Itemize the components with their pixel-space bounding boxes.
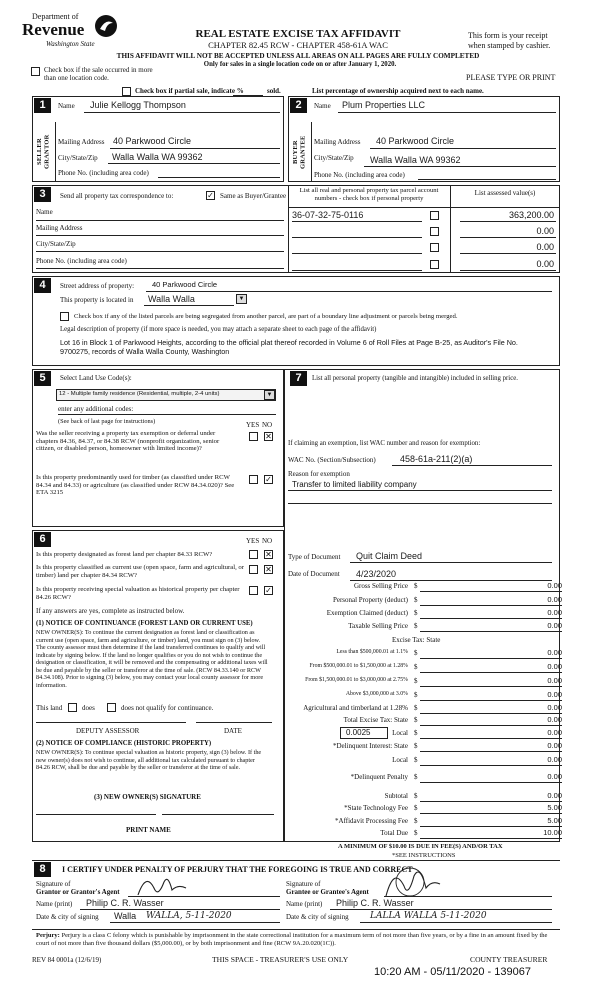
s6-yes-header: YES: [246, 537, 260, 545]
perjury-top-line: [32, 929, 560, 930]
new-owner-sig-line-1: [36, 814, 156, 815]
grantee-date-city-label: Date & city of signing: [286, 913, 349, 921]
section-6-number: 6: [34, 532, 51, 547]
doc-type-label: Type of Document: [288, 553, 341, 561]
grantee-name-label: Name (print): [286, 900, 323, 908]
see-instructions-note: *SEE INSTRUCTIONS: [392, 852, 456, 859]
does-label: does: [82, 704, 95, 712]
s6-q3-yes-checkbox[interactable]: [249, 586, 258, 595]
section-1-number: 1: [34, 98, 51, 113]
tax-row-value[interactable]: 0.00: [547, 581, 562, 590]
perjury-statement: [36, 932, 560, 948]
tax-row-label: From $1,500,000.01 to $3,000,000 at 2.75%: [305, 677, 408, 683]
s6-q1-yes-checkbox[interactable]: [249, 550, 258, 559]
land-use-value: 12 - Multiple family residence (Residential, multiple, 2-4 units): [59, 391, 220, 397]
tax-row-label: Total Due: [380, 829, 408, 837]
wac-line: [392, 465, 552, 466]
buyer-mailing-line: [370, 148, 556, 149]
tax-row-value[interactable]: 5.00: [547, 803, 562, 812]
tax-row-line: [420, 618, 562, 619]
reason-line: [288, 490, 552, 491]
county-treasurer-label: COUNTY TREASURER: [470, 955, 548, 964]
assessor-date-label: DATE: [224, 727, 242, 735]
dollar-sign: $: [414, 663, 418, 671]
s6-q1-no-checkbox[interactable]: ✕: [265, 550, 272, 559]
s6-q3-no-checkbox[interactable]: ✓: [265, 586, 272, 595]
dollar-sign: $: [414, 649, 418, 657]
dollar-sign: $: [414, 622, 418, 630]
seller-city-line: [108, 163, 280, 164]
sales-note: Only for sales in a single location code on or after January 1, 2020.: [203, 61, 397, 68]
tax-row-line: [420, 826, 562, 827]
dollar-sign: $: [414, 729, 418, 737]
tax-row-line: [420, 631, 562, 632]
dollar-sign: $: [414, 792, 418, 800]
perjury-text: Perjury is a class C felony which is punishable by imprisonment in the state correctional institution for a maximum term of not more than five years, or by a fine in an amount fixed by the court of not more than five thousand dollars ($5,000.00), or by both imprisonment and fine (RCW 9A.20.020(1C)).: [36, 932, 548, 947]
s5-q2-yes-checkbox[interactable]: [249, 475, 258, 484]
buyer-mailing-label: Mailing Address: [314, 138, 361, 146]
does-not-checkbox[interactable]: [107, 703, 116, 712]
personal-property-label: List all personal property (tangible and intangible) included in selling price.: [312, 375, 518, 382]
corr-city-label: City/State/Zip: [36, 240, 76, 248]
tax-row-label: From $500,000.01 to $1,500,000 at 1.28%: [309, 663, 408, 669]
section-3-number: 3: [34, 187, 51, 202]
dollar-sign: $: [414, 817, 418, 825]
s5-no-header: NO: [262, 421, 273, 429]
wac-label: WAC No. (Section/Subsection): [288, 456, 376, 464]
doc-date-label-visible: Date of Document: [288, 570, 340, 578]
buyer-city-value[interactable]: Walla Walla WA 99362: [370, 155, 461, 165]
doc-type-value[interactable]: Quit Claim Deed: [356, 551, 423, 561]
buyer-mailing-value[interactable]: 40 Parkwood Circle: [376, 136, 455, 146]
segregated-checkbox[interactable]: [60, 312, 69, 321]
grantor-date-city-value[interactable]: Walla: [114, 911, 137, 921]
assessed-value[interactable]: 0.00: [536, 259, 554, 269]
s6-no-header: NO: [262, 537, 273, 545]
doc-date-value[interactable]: 4/23/2020: [356, 569, 397, 579]
corr-mailing-label: Mailing Address: [36, 224, 83, 232]
s5-yes-header: YES: [246, 421, 260, 429]
parcel-header: List all real and personal property tax parcel account numbers - check box if personal property: [299, 187, 439, 202]
assessed-value[interactable]: 0.00: [536, 242, 554, 252]
s6-question-3: Is this property receiving special valuation as historical property per chapter 84.26 RCW?: [36, 586, 240, 601]
section-2-number: 2: [290, 98, 307, 113]
located-value[interactable]: Walla Walla: [148, 294, 195, 304]
tax-row-line: [420, 751, 562, 752]
corr-name-label: Name: [36, 208, 53, 216]
section-8-number: 8: [34, 862, 51, 877]
new-owner-sig-line-2: [162, 814, 274, 815]
segregated-label: Check box if any of the listed parcels are being segregated from another parcel, are part of a boundary line adjustment or parcels being merged.: [74, 313, 458, 320]
revenue-text: Revenue: [22, 20, 85, 39]
tax-row-value[interactable]: 0.00: [547, 741, 562, 750]
print-name-label: PRINT NAME: [126, 826, 171, 834]
dollar-sign: $: [414, 756, 418, 764]
tax-row-value[interactable]: 0.00: [547, 595, 562, 604]
seller-grantor-side-label: SELLER GRANTOR: [36, 134, 51, 170]
s6-q2-no-checkbox[interactable]: ✕: [265, 565, 272, 574]
tax-row-value[interactable]: 10.00: [543, 828, 562, 837]
legal-label: Legal description of property (if more space is needed, you may attach a separate sheet to each page of the affidavit): [60, 326, 377, 333]
tax-row-value[interactable]: 0.00: [547, 648, 562, 657]
tax-row-value[interactable]: 0.00: [547, 703, 562, 712]
notice-2-body: NEW OWNER(S): To continue special valuation as historic property, sign (3) below. If the new owner(s) does not wish to continue, all additional tax calculated pursuant to chapter 84.26 RCW, shall be due and payable by the seller or transferor at the time of sale.: [36, 749, 262, 772]
located-label: This property is located in: [60, 296, 134, 304]
parcel-number-line: [292, 253, 422, 254]
type-or-print: PLEASE TYPE OR PRINT: [466, 73, 556, 82]
assessor-date-line: [196, 722, 272, 723]
tax-row-line: [420, 700, 562, 701]
tax-row-line: [420, 725, 562, 726]
tax-row-line: [420, 801, 562, 802]
s6-question-2: Is this property classified as current use (open space, farm and agricultural, or timber) land per chapter 84.34 RCW?: [36, 564, 244, 579]
tax-row-label: Above $3,000,000 at 3.0%: [345, 691, 408, 697]
tax-row-label: *State Technology Fee: [344, 804, 408, 812]
section-5-number: 5: [34, 371, 51, 386]
tax-row-line: [420, 838, 562, 839]
assessed-value-line: [460, 237, 556, 238]
additional-codes-line: [58, 414, 276, 415]
tax-row-label: *Delinquent Interest: State: [332, 742, 408, 750]
notice-2-title: (2) NOTICE OF COMPLIANCE (HISTORIC PROPERTY): [36, 740, 212, 747]
corr-name-line: [36, 220, 284, 221]
tax-row-label: Subtotal: [384, 792, 408, 800]
grantor-handwritten-date: WALLA, 5-11-2020: [146, 911, 232, 921]
buyer-name-value[interactable]: Plum Properties LLC: [342, 100, 426, 110]
section-3-divider-2: [450, 185, 451, 273]
assessed-value-line: [460, 221, 556, 222]
minimum-due-note: A MINIMUM OF $10.00 IS DUE IN FEE(S) AND/OR TAX: [338, 843, 503, 850]
grantee-signature: [380, 862, 450, 902]
perjury-title: Perjury:: [36, 932, 60, 939]
dollar-sign: $: [414, 773, 418, 781]
street-line: [146, 291, 552, 292]
tax-row-label: Local: [392, 756, 408, 764]
legal-description[interactable]: Lot 16 in Block 1 of Parkwood Heights, according to the official plat thereof recorded in Volume 6 of Roll Files at Page B-25, as Auditor's File No. 9700275, records of Walla Walla County, Washington: [60, 338, 518, 356]
dollar-sign: $: [414, 691, 418, 699]
ownership-note: List percentage of ownership acquired next to each name.: [312, 87, 484, 95]
tax-row-line: [420, 591, 562, 592]
personal-property-checkbox[interactable]: [430, 243, 439, 252]
dor-logo-icon: [94, 14, 118, 38]
tax-row-value[interactable]: 0.00: [547, 772, 562, 781]
section-7-number: 7: [290, 371, 307, 386]
grantor-sig-label-1: Signature of: [36, 880, 71, 888]
seller-phone-line: [158, 177, 280, 178]
section-3-divider-1: [288, 185, 289, 273]
parcel-number-line: [292, 237, 422, 238]
dollar-sign: $: [414, 609, 418, 617]
grantor-name-value[interactable]: Philip C. R. Wasser: [86, 898, 164, 908]
tax-row-label: Taxable Selling Price: [348, 622, 408, 630]
tax-row-value[interactable]: 0.00: [547, 791, 562, 800]
assessed-value[interactable]: 363,200.00: [508, 210, 554, 220]
tax-row-label: Agricultural and timberland at 1.28%: [303, 704, 408, 712]
grantee-date-city-line: [360, 922, 552, 923]
local-rate-value: 0.0025: [346, 728, 371, 737]
corr-phone-line: [36, 268, 284, 269]
form-revision: REV 84 0001a (12/6/19): [32, 956, 102, 964]
tax-row-value[interactable]: 0.00: [547, 728, 562, 737]
tax-row-label: Local: [392, 729, 408, 737]
tax-row-value[interactable]: 0.00: [547, 662, 562, 671]
s5-q1-no-checkbox[interactable]: ✕: [265, 432, 272, 441]
additional-codes-label: enter any additional codes:: [58, 405, 134, 413]
treasurer-space-label: THIS SPACE - TREASURER'S USE ONLY: [212, 955, 349, 964]
seller-mailing-line: [110, 148, 280, 149]
buyer-city-line: [364, 166, 556, 167]
receipt-note-2: when stamped by cashier.: [468, 41, 551, 50]
dept-logo: [22, 12, 132, 52]
same-as-buyer-checkbox[interactable]: ✓: [207, 191, 214, 200]
section-8-top-line: [32, 860, 560, 861]
tax-row-line: [420, 782, 562, 783]
assessed-header: List assessed value(s): [474, 189, 536, 197]
notice-1-body: NEW OWNER(S): To continue the current designation as forest land or classification as current use (open space, farm and agriculture, or timber) land, you must sign on (3) below. The county assessor must then determine if the land transferred continues to qualify and will indicate by signing below. If the land no longer qualifies or you do not wish to continue the designation or classification, it will be removed and the compensating or additional taxes will be due and payable by the seller or transferor at the time of sale. (RCW 84.33.140 or RCW 84.34.108). Prior to signing (3) below, you may contact your local county assessor for more information.: [36, 629, 268, 689]
tax-row-line: [420, 605, 562, 606]
seller-name-value[interactable]: Julie Kellogg Thompson: [90, 100, 186, 110]
exemption-label: If claiming an exemption, list WAC number and reason for exemption:: [288, 440, 481, 447]
assessed-value-line: [460, 253, 556, 254]
doc-date-line: [350, 580, 552, 581]
does-checkbox[interactable]: [68, 703, 77, 712]
seller-name-line: [84, 112, 280, 113]
reason-value[interactable]: Transfer to limited liability company: [292, 480, 417, 489]
dollar-sign: $: [414, 742, 418, 750]
assessed-value[interactable]: 0.00: [536, 226, 554, 236]
tax-row-value[interactable]: 0.00: [547, 608, 562, 617]
parcel-number-line: [292, 270, 422, 271]
buyer-grantee-side-label: BUYER GRANTEE: [292, 135, 307, 169]
buyer-side-divider: [311, 122, 312, 182]
tax-row-line: [420, 686, 562, 687]
parcel-number[interactable]: 36-07-32-75-0116: [292, 210, 364, 220]
seller-city-label: City/State/Zip: [58, 154, 98, 162]
tax-row-value[interactable]: 0.00: [547, 715, 562, 724]
see-back-note: (See back of last page for instructions): [58, 418, 156, 425]
deputy-assessor-label: DEPUTY ASSESSOR: [76, 727, 140, 735]
same-as-buyer-label: Same as Buyer/Grantee: [220, 192, 287, 200]
seller-mailing-label: Mailing Address: [58, 138, 105, 146]
parcel-number-line: [292, 221, 422, 222]
dollar-sign: $: [414, 596, 418, 604]
personal-property-checkbox[interactable]: [430, 260, 439, 269]
grantee-name-value[interactable]: Philip C. R. Wasser: [336, 898, 414, 908]
this-land-label: This land: [36, 704, 63, 712]
tax-row-value[interactable]: 0.00: [547, 755, 562, 764]
street-value[interactable]: 40 Parkwood Circle: [152, 280, 218, 289]
land-use-label: Select Land Use Code(s):: [60, 374, 132, 382]
form-chapter: CHAPTER 82.45 RCW - CHAPTER 458-61A WAC: [208, 40, 388, 50]
form-warning: THIS AFFIDAVIT WILL NOT BE ACCEPTED UNLESS ALL AREAS ON ALL PAGES ARE FULLY COMPLETED: [116, 52, 480, 60]
tax-row-value[interactable]: 0.00: [547, 690, 562, 699]
buyer-phone-label: Phone No. (including area code): [314, 171, 405, 179]
reason-line-2: [288, 503, 552, 504]
tax-row-value[interactable]: 0.00: [547, 621, 562, 630]
receipt-note-1: This form is your receipt: [468, 31, 548, 40]
grantee-name-line: [330, 909, 552, 910]
grantor-sig-label-2: Grantor or Grantor's Agent: [36, 888, 120, 896]
tax-row-label: Exemption Claimed (deduct): [326, 609, 408, 617]
deputy-assessor-line: [36, 722, 186, 723]
tax-row-line: [420, 713, 562, 714]
tax-row-label: *Delinquent Penalty: [350, 773, 408, 781]
tax-row-label: Total Excise Tax: State: [343, 716, 408, 724]
personal-property-checkbox[interactable]: [430, 227, 439, 236]
dollar-sign: $: [414, 829, 418, 837]
certify-statement: I CERTIFY UNDER PENALTY OF PERJURY THAT THE FOREGOING IS TRUE AND CORRECT: [62, 865, 413, 874]
grantor-signature: [128, 870, 208, 900]
seller-phone-label: Phone No. (including area code): [58, 169, 149, 177]
personal-property-checkbox[interactable]: [430, 211, 439, 220]
buyer-name-line: [338, 112, 556, 113]
seller-side-divider: [55, 122, 56, 182]
tax-row-line: [420, 813, 562, 814]
form-title: REAL ESTATE EXCISE TAX AFFIDAVIT: [195, 28, 401, 40]
corr-phone-label: Phone No. (including area code): [36, 257, 127, 265]
partial-sale-checkbox[interactable]: [122, 87, 131, 96]
dollar-sign: $: [414, 716, 418, 724]
buyer-city-label: City/State/Zip: [314, 154, 354, 162]
dept-of-text: Department of: [32, 12, 79, 21]
wac-value[interactable]: 458-61a-211(2)(a): [400, 454, 473, 464]
notice-1-title: (1) NOTICE OF CONTINUANCE (FOREST LAND OR CURRENT USE): [36, 620, 253, 627]
buyer-name-label: Name: [314, 102, 331, 110]
corr-mailing-line: [36, 235, 284, 236]
buyer-phone-line: [418, 179, 556, 180]
tax-row-label: Less than $500,000.01 at 1.1%: [336, 649, 408, 655]
dollar-sign: $: [414, 677, 418, 685]
s5-q1-yes-checkbox[interactable]: [249, 432, 258, 441]
wa-state-text: Washington State: [46, 40, 95, 48]
tax-row-label: Gross Selling Price: [353, 582, 408, 590]
corr-city-line: [36, 251, 284, 252]
tax-row-line: [420, 765, 562, 766]
seller-mailing-value[interactable]: 40 Parkwood Circle: [113, 136, 192, 146]
tax-row-value[interactable]: 5.00: [547, 816, 562, 825]
doc-type-line: [350, 562, 552, 563]
multi-location-label: Check box if the sale occurred in more than one location code.: [44, 66, 153, 83]
seller-name-label: Name: [58, 102, 75, 110]
dollar-sign: $: [414, 704, 418, 712]
grantee-sig-label-1: Signature of: [286, 880, 321, 888]
assessed-value-line: [460, 270, 556, 271]
section-3-header-line: [288, 207, 560, 208]
partial-sale-label: Check box if partial sale, indicate %: [135, 87, 244, 95]
located-dropdown-button[interactable]: ▼: [236, 294, 247, 304]
grantee-handwritten-date: LALLA WALLA 5-11-2020: [370, 911, 487, 921]
dollar-sign: $: [414, 804, 418, 812]
s6-q2-yes-checkbox[interactable]: [249, 565, 258, 574]
grantor-date-city-label: Date & city of signing: [36, 913, 99, 921]
tax-row-line: [420, 672, 562, 673]
s6-question-1: Is this property designated as forest land per chapter 84.33 RCW?: [36, 551, 213, 558]
send-correspondence-label: Send all property tax correspondence to:: [60, 192, 174, 200]
street-label: Street address of property:: [60, 282, 135, 290]
land-use-dropdown-icon[interactable]: ▼: [264, 390, 275, 400]
grantor-date-city-line: [110, 922, 280, 923]
does-not-label: does not qualify for continuance.: [121, 704, 214, 712]
tax-row-label: *Affidavit Processing Fee: [335, 817, 408, 825]
located-line: [144, 305, 234, 306]
s5-question-1: Was the seller receiving a property tax exemption or deferral under chapters 84.36, 84.37, or 84.38 RCW (nonprofit organization, senior citizen, or disabled person, homeowner with limited income)?: [36, 430, 220, 453]
grantor-name-line: [80, 909, 280, 910]
sold-label: sold.: [267, 87, 281, 95]
grantee-sig-label-2: Grantee or Grantee's Agent: [286, 888, 369, 896]
s5-q2-no-checkbox[interactable]: ✓: [265, 475, 272, 484]
tax-row-line: [420, 738, 562, 739]
if-yes-note: If any answers are yes, complete as instructed below.: [36, 607, 185, 615]
excise-tax-state-label: Excise Tax: State: [392, 636, 441, 644]
tax-row-label: Personal Property (deduct): [332, 596, 408, 604]
grantor-name-label: Name (print): [36, 900, 73, 908]
reason-label: Reason for exemption: [288, 470, 350, 478]
seller-city-value[interactable]: Walla Walla WA 99362: [112, 152, 203, 162]
multi-location-checkbox[interactable]: [31, 67, 40, 76]
section-4-number: 4: [34, 278, 51, 293]
s5-question-2: Is this property predominantly used for timber (as classified under RCW 84.34 and 84.33) or agriculture (as classified under RCW 84.34.020)? See ETA 3215: [36, 474, 235, 497]
dollar-sign: $: [414, 582, 418, 590]
treasurer-stamp: 10:20 AM - 05/11/2020 - 139067: [374, 966, 531, 978]
tax-row-line: [420, 658, 562, 659]
tax-row-value[interactable]: 0.00: [547, 676, 562, 685]
notice-3-title: (3) NEW OWNER(S) SIGNATURE: [94, 793, 201, 801]
